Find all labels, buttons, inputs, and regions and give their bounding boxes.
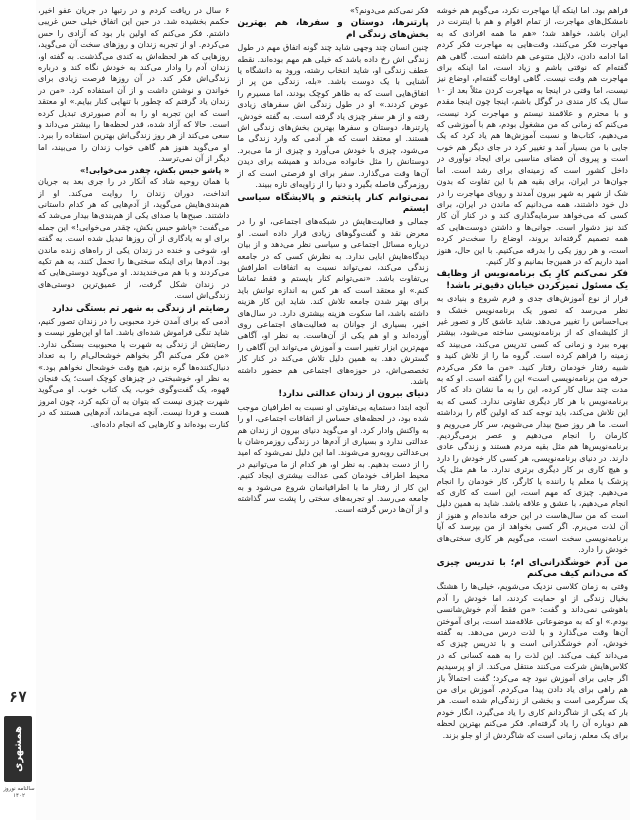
body-paragraph: جمالی و فعالیت‌هایش در شبکه‌های اجتماعی، او را در معرض نقد و گفت‌وگوهای زیادی قرار داده است. او درباره مسائل اجتماعی و سیاسی نظر می‌دهد و از بیان دیدگاه‌هایش ابایی ندارد. به نظرش کسی که در جامعه زندگی می‌کند، نمی‌تواند نسبت به اتفاقات اطرافش بی‌تفاوت باشد. «نمی‌توانم کنار بایستم و فقط تماشا کنم.» او معتقد است که هر کس به اندازه توانش باید برای بهتر شدن جامعه تلاش کند. شاید این کار هزینه داشته باشد، اما سکوت هزینه بیشتری دارد. در سال‌های اخیر، بسیاری از جوانان به فعالیت‌های اجتماعی روی آورده‌اند و او هم یکی از آن‌هاست. به نظر او، آگاهی مهم‌ترین ابزار تغییر است و آموزش می‌تواند این آگاهی را گسترش دهد. به همین دلیل تلاش می‌کند در کنار کار تخصصی‌اش، در حوزه‌های اجتماعی هم حضور داشته باشد.: [237, 216, 429, 386]
body-paragraph: وقتی به زمان کلاسی نزدیک می‌شویم، خیلی‌ها را هشتگ بخیال زندگی از او حمایت کردند، اما خودش را آدم باهوشی نمی‌داند و گفت: «من فقط آدم خوش‌شانسی بودم.» او که به موضوعاتی علاقه‌مند است، برای آموختن آن‌ها وقت می‌گذارد و با لذت درس می‌دهد. به گفته خودش، آدم خوشگذرانی است و با تدریس چیزی که می‌داند کیف می‌کند. این لذت را به همه کسانی که در کلاس‌هایش شرکت می‌کنند منتقل می‌کند. از او پرسیدیم اگر جایی برای آموزش نبود چه می‌کرد؛ گفت احتمالاً باز هم راهی برای یاد دادن پیدا می‌کردم. آموزش برای من یک سرگرمی است و بخشی از زندگی‌ام شده است. هر بار که یکی از شاگردانم کاری را یاد می‌گیرد، انگار خودم هم دوباره آن را یاد گرفته‌ام. فکر می‌کنم بهترین لحظه برای یک معلم، زمانی است که شاگردش از او جلو بزند.: [436, 581, 628, 740]
magazine-logo: [4, 716, 32, 782]
body-paragraph: قرار از نوع آموزش‌های جدی و فرم شروع و بنیادی به نظر می‌رسد که تصور یک برنامه‌نویس خشک و بی‌احساس را تغییر می‌دهد. شاید عاشق کار و تصور غیر از کلیشه‌ای که از برنامه‌نویسی ساخته می‌شود، بیشتر بهره ببرد و زمانی که کسی تدریس می‌کند، می‌بیند که زمینه را فراهم کرده است. گروه ما را از تلاش کنید و شبیه رفتار خودمان رفتار کنید. «من ما فکر می‌کردم حرفه من برنامه‌نویسی است» این را گفته است. او که به مدت چند سال کار کرده، این را به ما نشان داد که کار برنامه‌نویس با هر کار دیگری تفاوتی ندارد. کسی که به این تلاش می‌کند، باید توجه کند که اولین گام را برداشته است. ما هر روز صبح بیدار می‌شویم، سر کار می‌رویم و کارمان را انجام می‌دهیم و عصر برمی‌گردیم. برنامه‌نویس‌ها هم مثل بقیه مردم هستند و زندگی عادی دارند. در دنیای برنامه‌نویسی، هر کسی کار خودش را دارد و هیچ کاری بر کار دیگری برتری ندارد. ما هم مثل یک پزشک یا معلم یا راننده یا کارگر، کار خودمان را انجام می‌دهیم. چیزی که مهم است، این است که کاری که انجام می‌دهیم، با عشق و علاقه باشد. شاید به همین دلیل است که من سال‌هاست در این حرفه مانده‌ام و هنوز از آن لذت می‌برم. اگر کسی بخواهد از من بپرسد که آیا برنامه‌نویسی سخت است، می‌گویم هر کاری سختی‌های خودش را دارد.: [436, 293, 628, 555]
section-heading: فکر نمی‌کنم کارِ یک برنامه‌نویس از وظایف یک مسئول تمیزکردن خیابان دقیق‌تر باشد!: [436, 269, 628, 291]
section-heading: نمی‌توانم کنار پایتختم و پالایشگاه سیاسی ایستم: [237, 192, 429, 214]
column-middle: [237, 5, 428, 817]
logo-text: همشهری: [12, 726, 24, 772]
body-paragraph: ۶ سال در ریافت کردم و در رتبها در جریان عفو اخیر، حکمم بخشیده شد. در حین این اتفاق خیلی حس غریبی داشتم. فکر می‌کنم که اولین بار بود که آزادی را حس می‌کردم. او از تجربه زندان و روزهای سخت آن می‌گوید، روزهایی که هر لحظه‌اش به کندی می‌گذشت. به گفته او، زندان آدم را وادار می‌کند به خودش نگاه کند و درباره زندگی‌اش فکر کند. در آن روزها فرصت زیادی برای خواندن و نوشتن داشت و از آن استفاده کرد. «من در زندان یاد گرفتم که چطور با تنهایی کنار بیایم.» او معتقد است که این تجربه او را به آدم صبورتری تبدیل کرده است. حالا که آزاد شده، قدر لحظه‌ها را بیشتر می‌داند و سعی می‌کند از هر روز زندگی‌اش بهترین استفاده را ببرد. او می‌گوید هنوز هم گاهی خواب زندان را می‌بیند، اما دیگر از آن نمی‌ترسد.: [38, 5, 230, 164]
pull-quote: « پاشو حبس بکش، چقدر می‌خوابی!»: [80, 164, 230, 175]
section-heading: من آدم خوشگذرانی‌ای ام؛ با تدریس چیزی که می‌دانم کیف می‌کنم: [436, 557, 628, 579]
body-paragraph: فراهم بود. اما اینکه آیا مهاجرت نکرد، می‌گویم هم خوشه نامشکل‌های مهاجرت، از تمام اقوام و هم با اینترنت در ایران باشد، خواهد شد؛ «هم ما همه افرادی که به مهاجرت فکر می‌کنند، وقت‌هایی به مهاجرت فکر کردم اما ادامه دادن، دلایل متنوعی هم داشته است. گاهی هم گفته‌ام که نوقتی باشم و زیاد است، اما اینکه برای مهاجرت هم وقت نیست. گاهی اوقات گفته‌ام، اوضاع نیز نیست، اما وقتی در اینجا به مهاجرت کردن مثلاً بعد از ۱۰ سال یک کار مندی در گوگل باشم، اینجا چون اینجا مقدم و با محترم و علاقمند نیستم و مهاجرت کرد نیست، می‌کنم که زمانی که من مشغول بودم، هم با آموزشی که می‌دهیم، کتاب‌ها و نسبت آموزش‌ها هم یاد کرد که یک جایی با من بسیار آمد و تغییر کرد در جای دیگر هم خوب است و پیروی آن فضای مناسبی برای ایجاد نوآوری در داخل کشور است که زمینه‌ای برای رشد است. اما جوان‌ها در ایران، برای بقیه هم با این تفاوت که بدون شک از شهر به شهر بیرون آمدند و رویای مهاجرت را در دل خود داشتند، همه می‌دانیم که ماندن در ایران، برای کسی که می‌خواهد سرمایه‌گذاری کند و در کنار آن کار کند نیز دشوار است. جوانی‌ها و داشتن دوست‌هایی که همه تصمیم گرفته‌اند بروند، اوضاع را سخت‌تر کرده است، و هر روز یکی را بدرقه می‌کنیم. با این حال، هنوز امید داریم که در همین‌جا بمانیم و کار کنیم.: [436, 5, 628, 266]
column-left: [38, 5, 229, 817]
body-paragraph: با همان روحیه شاد که آنکار در را جری بعد به جریان انداخت، دوران زندان را روایت می‌کند. او از هم‌بندی‌هایش می‌گوید، از آدم‌هایی که هر کدام داستانی داشتند. صبح‌ها با صدای یکی از هم‌بندی‌ها بیدار می‌شد که می‌گفت: «پاشو حبس بکش، چقدر می‌خوابی!» این جمله برای او به یادگاری از آن روزها تبدیل شده است. به گفته او، شوخی و خنده در زندان یکی از راه‌های زنده ماندن بود. آدم‌ها برای اینکه سختی‌ها را تحمل کنند، به هم تکیه می‌کردند و با هم می‌خندیدند. او می‌گوید دوستی‌هایی که در زندان شکل گرفت، از عمیق‌ترین دوستی‌های زندگی‌اش است.: [38, 176, 230, 301]
section-heading: پارتنرها، دوستان و سفرها، هم بهترین بخش‌های زندگی ام: [237, 18, 429, 40]
body-paragraph: فکر نمی‌کنم می‌دونم؟»: [349, 5, 429, 15]
page-gutter: [0, 0, 36, 820]
body-paragraph: چنین انسان چند وجهی شاید چند گونه اتفاق مهم در طول زندگی اش رخ داده باشد که خیلی هم مهم بوده‌اند. نقطه عطف زندگی او، شاید انتخاب رشته، ورود به دانشگاه یا آشنایی با یک دوست باشد. «بله، زندگی من پر از اتفاق‌هایی است که به ظاهر کوچک بودند، اما مسیرم را عوض کردند.» او در طول زندگی اش سفرهای زیادی رفته و از هر سفر چیزی یاد گرفته است. به گفته خودش، پارتنرها، دوستان و سفرها بهترین بخش‌های زندگی اش هستند. او معتقد است که هر آدمی که وارد زندگی ما می‌شود، چیزی با خودش می‌آورد و چیزی از ما می‌برد. دوستانش را مثل خانواده می‌داند و همیشه برای دیدن آن‌ها وقت می‌گذارد. سفر برای او فرصتی است که از روزمرگی فاصله بگیرد و دنیا را از زاویه‌ای تازه ببیند.: [237, 42, 429, 190]
section-heading: رضایتم از زندگی به شهر تم بستگی ندارد: [52, 303, 230, 314]
article-columns: [38, 5, 628, 817]
body-paragraph: آنچه ابتدا دستمایه بی‌تفاوتی او نسبت به اطرافیان موجب شده بود، در لحظه‌های حساس از اتفاقات اجتماعی، او را به واکنش وادار کرد. او می‌گوید دنیای بیرون از زندان هم عدالتی ندارد و بسیاری از آدم‌ها در زندگی روزمره‌شان با بی‌عدالتی روبه‌رو می‌شوند. اما این دلیل نمی‌شود که امید را از دست بدهیم. به نظر او، هر کدام از ما می‌توانیم در محیط اطراف خودمان کمی عدالت بیشتری ایجاد کنیم. این کار از رفتار ما با اطرافیانمان شروع می‌شود و به جامعه می‌رسد. او تجربه‌های سختی را پشت سر گذاشته و از آن‌ها درس گرفته است.: [237, 401, 429, 515]
issue-label: سالنامه نوروز ۱۴۰۲: [3, 786, 35, 799]
section-heading: دنیای بیرون از زندان عدالتی ندارد!: [278, 389, 429, 400]
page-number: ۶۷: [8, 688, 28, 706]
body-paragraph: آدمی که برای آمدن خرد محبوبی را در زندان تصور کنیم، شاید تنگی فراموش شده‌ای باشد. اما او این‌طور نیست و رضایتش از زندگی به شهرت یا محبوبیت بستگی ندارد. «من فکر می‌کنم اگر بخواهم خوشحالی‌ام را به تعداد دنبال‌کننده‌ها گره بزنم، هیچ وقت خوشحال نخواهم بود.» به نظر او، خوشبختی در چیزهای کوچک است؛ یک فنجان قهوه، یک گفت‌وگوی خوب، یک کتاب خوب. او می‌گوید شهرت چیزی نیست که بتوان به آن تکیه کرد، چون امروز هست و فردا نیست. آنچه می‌ماند، آدم‌هایی هستند که در کنارت بوده‌اند و کارهایی که انجام داده‌ای.: [38, 315, 230, 429]
column-right: [437, 5, 628, 817]
